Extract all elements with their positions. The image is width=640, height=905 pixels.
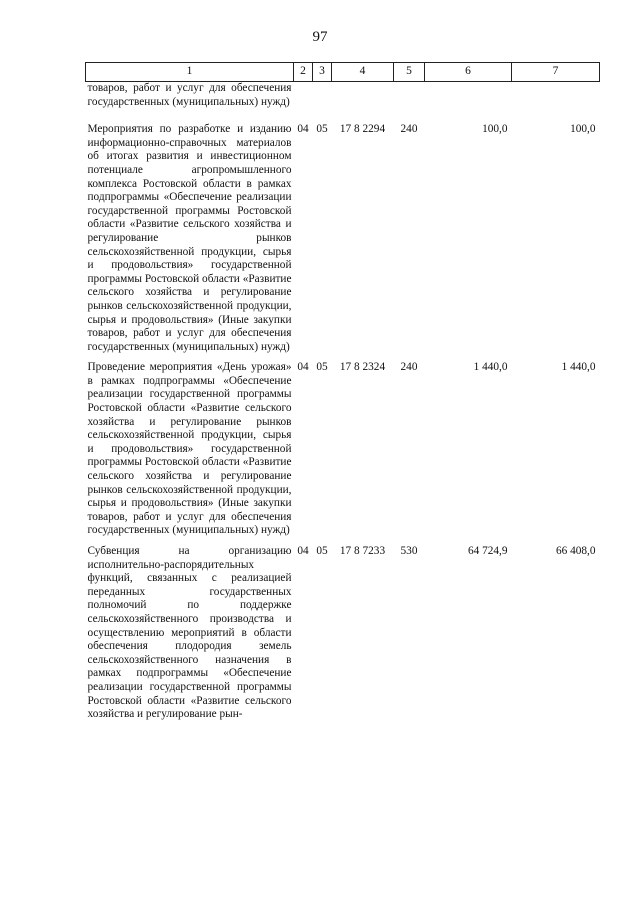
page-number: 97 <box>312 29 328 45</box>
row-sum-1: 64 724,9 <box>467 545 508 557</box>
row-sum-2: 66 408,0 <box>555 545 596 557</box>
row-description: Мероприятия по разработке и изданию информационно-справочных материалов об итогах развития и инвестиционном потенциале агропромышленного комплекса Ростовской области в рамках подпрограммы «Обеспечение реализации государственной программы Ростовской области «Развитие сельского хозяйства и регулирование рынков сельскохозяйственной продукции, сырья и продовольствия» государственной программы Ростовской области «Развитие сельского хозяйства и регулирование рынков сельскохозяйственной продукции, сырья и продовольствия» (Иные закупки товаров, работ и услуг для обеспечения государственных (муниципальных) нужд) <box>87 123 292 353</box>
table-row-continuation <box>86 82 600 110</box>
table-row <box>86 354 600 538</box>
row-pr: 05 <box>316 545 328 557</box>
row-rz: 04 <box>297 361 309 374</box>
row-sum-2: 1 440,0 <box>561 361 596 374</box>
row-rz: 04 <box>297 123 309 136</box>
row-rz: 04 <box>297 545 309 557</box>
row-csr: 17 8 7233 <box>339 545 386 557</box>
table-row <box>86 538 600 722</box>
header-cell-5: 5 <box>394 63 425 82</box>
header-cell-6: 6 <box>425 63 512 82</box>
row-csr: 17 8 2294 <box>339 123 386 136</box>
table-header <box>86 63 600 82</box>
budget-table <box>85 62 600 722</box>
header-cell-1: 1 <box>86 63 294 82</box>
row-description: товаров, работ и услуг для обеспечения государственных (муниципальных) нужд) <box>87 82 292 108</box>
row-description: Субвенция на организацию исполнительно-распорядительных функций, связанных с реализацией переданных государственных полномочий по поддержке сельскохозяйственного производства и осуществлению мероприятий в области обеспечения плодородия земель сельскохозяйственного назначения в рамках подпрограммы «Обеспечение реализации государственной программы Ростовской области «Развитие сельского хозяйства и регулирование рын- <box>87 545 292 721</box>
row-sum-1: 1 440,0 <box>473 361 508 374</box>
row-vr: 240 <box>400 361 418 374</box>
table-row <box>86 109 600 354</box>
header-cell-3: 3 <box>313 63 332 82</box>
row-pr: 05 <box>316 361 328 374</box>
row-csr: 17 8 2324 <box>339 361 386 374</box>
header-cell-7: 7 <box>512 63 600 82</box>
row-pr: 05 <box>316 123 328 136</box>
header-cell-4: 4 <box>332 63 394 82</box>
row-vr: 240 <box>400 123 418 136</box>
header-cell-2: 2 <box>294 63 313 82</box>
row-description: Проведение мероприятия «День урожая» в рамках подпрограммы «Обеспечение реализации государственной программы Ростовской области «Развитие сельского хозяйства и регулирование рынков сельскохозяйственной продукции, сырья и продовольствия» государственной программы Ростовской области «Развитие сельского хозяйства и регулирование рынков сельскохозяйственной продукции, сырья и продовольствия» (Иные закупки товаров, работ и услуг для обеспечения государственных (муниципальных) нужд) <box>87 361 292 537</box>
row-sum-2: 100,0 <box>570 123 596 136</box>
row-vr: 530 <box>400 545 418 557</box>
row-sum-1: 100,0 <box>482 123 508 136</box>
